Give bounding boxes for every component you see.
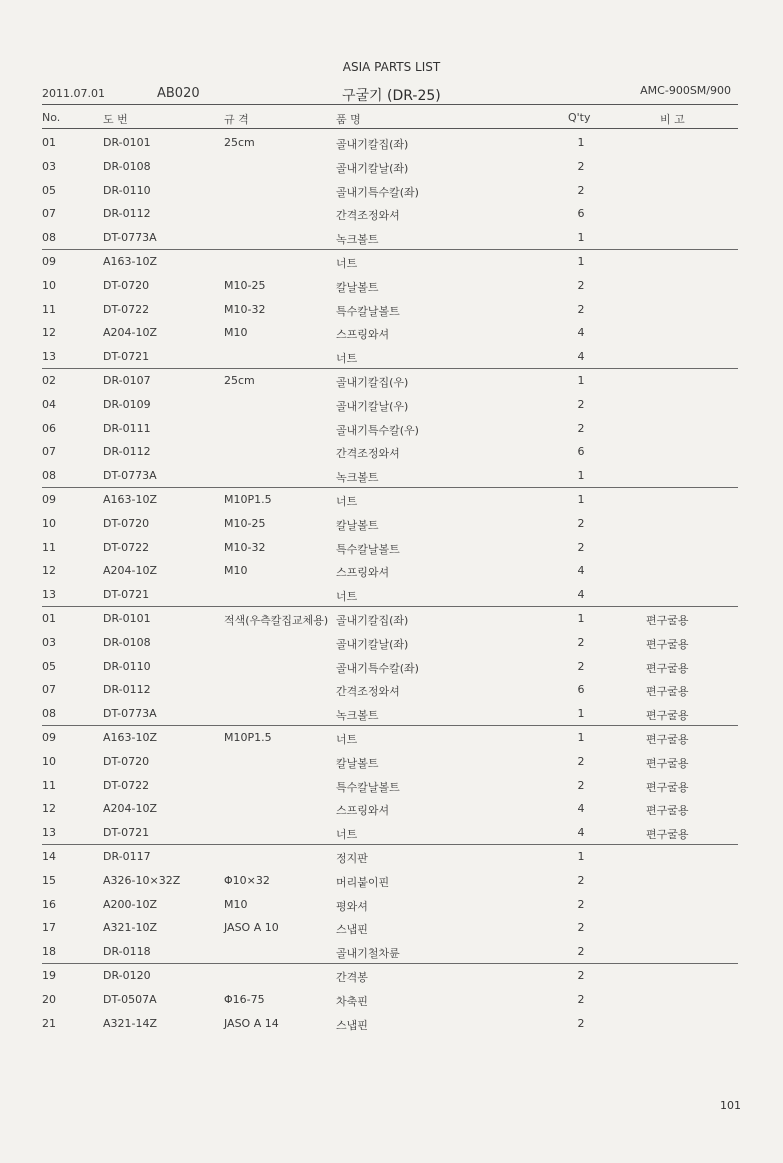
row-part-number: DT-0720 (103, 754, 150, 768)
row-name: 머리붙이핀 (336, 875, 390, 889)
row-no: 01 (42, 612, 56, 625)
row-spec: M10-25 (224, 278, 266, 292)
row-qty: 2 (577, 159, 585, 173)
row-name: 칼날볼트 (336, 518, 379, 532)
row-remark: 편구굴용 (646, 804, 689, 818)
row-name: 스프링와셔 (336, 328, 390, 342)
row-qty: 2 (577, 754, 585, 768)
row-qty: 2 (577, 516, 585, 530)
table-row (0, 636, 783, 660)
row-name: 너트 (336, 590, 358, 604)
row-name: 특수칼날볼트 (336, 780, 400, 794)
row-name: 너트 (336, 352, 358, 366)
row-qty: 4 (577, 588, 585, 602)
table-row (0, 374, 783, 398)
row-name: 특수칼날볼트 (336, 542, 400, 556)
row-qty: 6 (577, 207, 585, 221)
group-divider (42, 368, 738, 369)
row-spec: M10P1.5 (224, 731, 272, 744)
row-no: 06 (42, 421, 56, 435)
row-part-number: A200-10Z (103, 897, 158, 911)
table-row (0, 255, 783, 279)
row-no: 12 (42, 326, 56, 340)
row-qty: 2 (577, 397, 585, 411)
row-spec: 25cm (224, 136, 255, 149)
row-spec: M10 (224, 897, 248, 911)
row-no: 08 (42, 231, 56, 245)
row-qty: 2 (577, 183, 585, 197)
row-part-number: DR-0109 (103, 397, 151, 411)
row-part-number: A163-10Z (103, 255, 158, 268)
table-row (0, 517, 783, 541)
row-name: 골내기특수칼(우) (336, 423, 419, 437)
row-qty: 2 (577, 421, 585, 435)
row-part-number: A163-10Z (103, 731, 158, 744)
row-part-number: DT-0773A (103, 469, 157, 483)
row-part-number: A321-14Z (103, 1016, 158, 1030)
row-name: 골내기칼날(좌) (336, 161, 409, 175)
row-qty: 2 (577, 278, 585, 292)
row-no: 13 (42, 350, 56, 364)
table-row (0, 350, 783, 374)
table-row (0, 874, 783, 898)
row-part-number: A163-10Z (103, 493, 158, 506)
group-divider (42, 249, 738, 250)
row-part-number: DR-0108 (103, 635, 151, 649)
row-part-number: DR-0110 (103, 183, 151, 197)
row-no: 02 (42, 374, 56, 387)
row-name: 너트 (336, 828, 358, 842)
row-qty: 1 (577, 255, 585, 268)
row-no: 10 (42, 278, 56, 292)
row-name: 특수칼날볼트 (336, 304, 400, 318)
row-no: 19 (42, 969, 56, 982)
column-header-remark: 비 고 (660, 113, 685, 126)
row-no: 15 (42, 873, 56, 887)
table-row (0, 731, 783, 755)
table-row (0, 802, 783, 826)
row-no: 05 (42, 183, 56, 197)
table-row (0, 707, 783, 731)
row-name: 골내기칼집(좌) (336, 614, 409, 627)
row-spec: M10-32 (224, 540, 266, 554)
row-name: 간격봉 (336, 971, 368, 984)
group-divider (42, 606, 738, 607)
row-qty: 2 (577, 921, 585, 935)
table-row (0, 969, 783, 993)
table-row (0, 921, 783, 945)
row-part-number: DT-0721 (103, 350, 150, 364)
group-divider (42, 963, 738, 964)
row-spec: Φ16-75 (224, 992, 265, 1006)
row-spec: 25cm (224, 374, 255, 387)
row-qty: 1 (577, 707, 585, 721)
row-part-number: DT-0773A (103, 707, 157, 721)
row-part-number: DR-0107 (103, 374, 151, 387)
page-number: 101 (720, 1099, 741, 1112)
row-qty: 4 (577, 350, 585, 364)
row-spec: M10-25 (224, 516, 266, 530)
row-remark: 편구굴용 (646, 828, 689, 842)
row-no: 14 (42, 850, 56, 863)
row-name: 골내기칼날(우) (336, 399, 409, 413)
column-header-no: No. (42, 111, 61, 124)
row-part-number: A204-10Z (103, 326, 158, 340)
row-qty: 2 (577, 659, 585, 673)
table-row (0, 207, 783, 231)
row-qty: 1 (577, 850, 585, 863)
row-no: 05 (42, 659, 56, 673)
row-no: 10 (42, 754, 56, 768)
table-row (0, 755, 783, 779)
row-name: 골내기칼집(우) (336, 376, 409, 389)
row-part-number: DR-0117 (103, 850, 151, 863)
column-header-part: 도 번 (103, 113, 128, 126)
model-number: AMC-900SM/900 (640, 84, 731, 97)
table-row (0, 779, 783, 803)
header-rule-bottom (42, 128, 738, 129)
row-qty: 4 (577, 802, 585, 816)
table-row (0, 588, 783, 612)
row-no: 07 (42, 683, 56, 697)
row-no: 18 (42, 945, 56, 959)
header-date: 2011.07.01 (42, 87, 105, 100)
row-part-number: DT-0721 (103, 588, 150, 602)
row-part-number: DR-0120 (103, 969, 151, 982)
column-header-spec: 규 격 (224, 113, 249, 126)
row-name: 골내기특수칼(좌) (336, 661, 419, 675)
row-part-number: DR-0112 (103, 207, 151, 221)
table-row (0, 541, 783, 565)
row-no: 09 (42, 255, 56, 268)
row-no: 17 (42, 921, 56, 935)
row-no: 07 (42, 207, 56, 221)
row-no: 12 (42, 802, 56, 816)
row-part-number: A204-10Z (103, 802, 158, 816)
row-name: 골내기칼날(좌) (336, 637, 409, 651)
row-qty: 2 (577, 540, 585, 554)
table-row (0, 445, 783, 469)
row-remark: 편구굴용 (646, 637, 689, 651)
row-qty: 2 (577, 945, 585, 959)
table-row (0, 136, 783, 160)
row-qty: 1 (577, 136, 585, 149)
row-part-number: DT-0722 (103, 302, 150, 316)
row-qty: 2 (577, 873, 585, 887)
row-qty: 2 (577, 1016, 585, 1030)
row-remark: 편구굴용 (646, 614, 689, 627)
table-row (0, 469, 783, 493)
row-no: 09 (42, 731, 56, 744)
row-spec: M10 (224, 326, 248, 340)
row-spec: JASO A 10 (224, 921, 279, 935)
row-part-number: DR-0112 (103, 445, 151, 459)
group-divider (42, 844, 738, 845)
row-part-number: DR-0118 (103, 945, 151, 959)
row-qty: 1 (577, 731, 585, 744)
row-remark: 편구굴용 (646, 661, 689, 675)
column-header-qty: Q'ty (568, 111, 591, 124)
row-no: 03 (42, 635, 56, 649)
row-part-number: DR-0101 (103, 136, 151, 149)
row-qty: 2 (577, 969, 585, 982)
header-rule-top (42, 104, 738, 105)
table-row (0, 993, 783, 1017)
row-name: 정지판 (336, 852, 368, 865)
table-row (0, 683, 783, 707)
row-part-number: DR-0111 (103, 421, 151, 435)
row-no: 16 (42, 897, 56, 911)
table-row (0, 1017, 783, 1041)
row-name: 너트 (336, 257, 358, 270)
row-name: 골내기칼집(좌) (336, 138, 409, 151)
row-spec: JASO A 14 (224, 1016, 279, 1030)
row-no: 11 (42, 778, 56, 792)
row-qty: 1 (577, 469, 585, 483)
row-name: 너트 (336, 733, 358, 746)
table-row (0, 850, 783, 874)
row-spec: 적색(우측칼집교체용) (224, 614, 329, 627)
row-no: 20 (42, 992, 56, 1006)
row-qty: 2 (577, 897, 585, 911)
row-no: 11 (42, 302, 56, 316)
row-name: 너트 (336, 495, 358, 508)
row-spec: M10-32 (224, 302, 266, 316)
row-name: 칼날볼트 (336, 280, 379, 294)
table-row (0, 303, 783, 327)
row-no: 09 (42, 493, 56, 506)
row-qty: 2 (577, 635, 585, 649)
table-row (0, 826, 783, 850)
table-row (0, 660, 783, 684)
row-part-number: DT-0720 (103, 516, 150, 530)
row-name: 차축핀 (336, 994, 368, 1008)
row-qty: 6 (577, 683, 585, 697)
table-row (0, 231, 783, 255)
row-qty: 6 (577, 445, 585, 459)
row-remark: 편구굴용 (646, 780, 689, 794)
table-row (0, 184, 783, 208)
row-part-number: A321-10Z (103, 921, 158, 935)
group-divider (42, 725, 738, 726)
row-remark: 편구굴용 (646, 756, 689, 770)
row-name: 스프링와셔 (336, 804, 390, 818)
row-part-number: DR-0108 (103, 159, 151, 173)
row-part-number: DR-0101 (103, 612, 151, 625)
row-name: 녹크볼트 (336, 471, 379, 485)
row-spec: M10P1.5 (224, 493, 272, 506)
table-row (0, 564, 783, 588)
row-name: 골내기철차륜 (336, 947, 400, 961)
row-name: 골내기특수칼(좌) (336, 185, 419, 199)
row-spec: M10 (224, 564, 248, 578)
row-name: 스프링와셔 (336, 566, 390, 580)
row-qty: 4 (577, 326, 585, 340)
row-no: 13 (42, 826, 56, 840)
row-name: 스냅핀 (336, 923, 368, 937)
row-part-number: DT-0773A (103, 231, 157, 245)
row-remark: 편구굴용 (646, 709, 689, 723)
document-title: ASIA PARTS LIST (342, 60, 441, 74)
row-qty: 1 (577, 231, 585, 245)
row-part-number: DR-0112 (103, 683, 151, 697)
row-name: 간격조정와셔 (336, 685, 400, 699)
row-qty: 1 (577, 612, 585, 625)
table-row (0, 326, 783, 350)
table-row (0, 898, 783, 922)
table-row (0, 398, 783, 422)
row-qty: 2 (577, 778, 585, 792)
row-qty: 4 (577, 564, 585, 578)
row-part-number: DT-0722 (103, 778, 150, 792)
row-part-number: DT-0721 (103, 826, 150, 840)
row-name: 녹크볼트 (336, 233, 379, 247)
row-part-number: DT-0507A (103, 992, 157, 1006)
row-name: 평와셔 (336, 899, 368, 913)
row-qty: 1 (577, 493, 585, 506)
column-header-name: 품 명 (336, 113, 361, 126)
row-qty: 4 (577, 826, 585, 840)
row-no: 01 (42, 136, 56, 149)
row-no: 21 (42, 1016, 56, 1030)
row-part-number: DT-0722 (103, 540, 150, 554)
table-row (0, 160, 783, 184)
row-no: 08 (42, 707, 56, 721)
row-remark: 편구굴용 (646, 685, 689, 699)
row-no: 10 (42, 516, 56, 530)
row-name: 칼날볼트 (336, 756, 379, 770)
row-qty: 2 (577, 302, 585, 316)
row-no: 03 (42, 159, 56, 173)
header-code: AB020 (157, 86, 200, 101)
product-name: 구굴기 (DR-25) (342, 88, 441, 104)
table-row (0, 279, 783, 303)
row-part-number: A326-10×32Z (103, 873, 181, 887)
row-part-number: DT-0720 (103, 278, 150, 292)
table-row (0, 422, 783, 446)
row-no: 04 (42, 397, 56, 411)
group-divider (42, 487, 738, 488)
table-row (0, 612, 783, 636)
row-no: 07 (42, 445, 56, 459)
row-qty: 1 (577, 374, 585, 387)
row-no: 11 (42, 540, 56, 554)
row-no: 08 (42, 469, 56, 483)
table-row (0, 493, 783, 517)
table-row (0, 945, 783, 969)
row-no: 13 (42, 588, 56, 602)
row-no: 12 (42, 564, 56, 578)
row-part-number: DR-0110 (103, 659, 151, 673)
row-name: 간격조정와셔 (336, 447, 400, 461)
row-spec: Φ10×32 (224, 873, 270, 887)
row-name: 스냅핀 (336, 1018, 368, 1032)
row-name: 녹크볼트 (336, 709, 379, 723)
row-part-number: A204-10Z (103, 564, 158, 578)
row-remark: 편구굴용 (646, 733, 689, 746)
row-qty: 2 (577, 992, 585, 1006)
row-name: 간격조정와셔 (336, 209, 400, 223)
